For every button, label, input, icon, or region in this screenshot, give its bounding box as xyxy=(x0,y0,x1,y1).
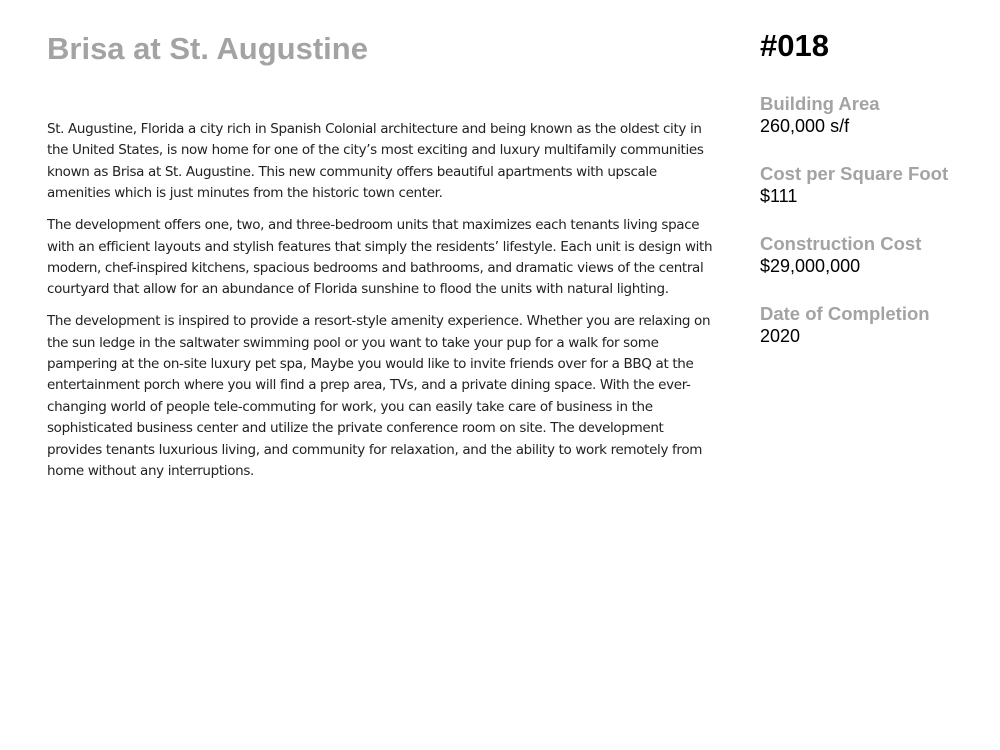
stat-value: $111 xyxy=(760,186,798,206)
stat-building-area xyxy=(760,92,995,138)
stat-label: Date of Completion xyxy=(760,303,930,324)
description-paragraph: The development offers one, two, and three-bedroom units that maximizes each tenants living space with an efficient layouts and stylish features that simply the residents’ lifestyle. Each unit is design with modern, chef-inspired kitchens, spacious bedrooms and bathrooms, and dramatic views of the central courtyard that allow for an abundance of Florida sunshine to flood the units with natural lighting. xyxy=(47,217,713,298)
description-paragraph: St. Augustine, Florida a city rich in Spanish Colonial architecture and being known as the oldest city in the United States, is now home for one of the city’s most exciting and luxury multifamily communities known as Brisa at St. Augustine. This new community offers beautiful apartments with upscale amenities which is just minutes from the historic town center. xyxy=(47,121,704,202)
stat-label: Cost per Square Foot xyxy=(760,163,949,184)
project-stats xyxy=(760,92,995,372)
page-title: Brisa at St. Augustine xyxy=(47,31,368,66)
stat-value: $29,000,000 xyxy=(760,256,861,276)
stat-cost-per-square-foot xyxy=(760,162,995,208)
stat-value: 260,000 s/f xyxy=(760,116,850,136)
project-number: #018 xyxy=(760,28,829,63)
stat-label: Construction Cost xyxy=(760,233,922,254)
stat-value: 2020 xyxy=(760,326,801,346)
stat-label: Building Area xyxy=(760,93,880,114)
project-description xyxy=(47,119,715,493)
stat-date-of-completion xyxy=(760,302,995,348)
description-paragraph: The development is inspired to provide a resort-style amenity experience. Whether you are relaxing on the sun ledge in the saltwater swimming pool or you want to take your pup for a walk for some pampering at the on-site luxury pet spa, Maybe you would like to invite friends over for a BBQ at the entertainment porch where you will find a prep area, TVs, and a private dining space. With the ever-changing world of people tele-commuting for work, you can easily take care of business in the sophisticated business center and utilize the private conference room on site. The development provides tenants luxurious living, and community for relaxation, and the ability to work remotely from home without any interruptions. xyxy=(47,313,711,480)
stat-construction-cost xyxy=(760,232,995,278)
